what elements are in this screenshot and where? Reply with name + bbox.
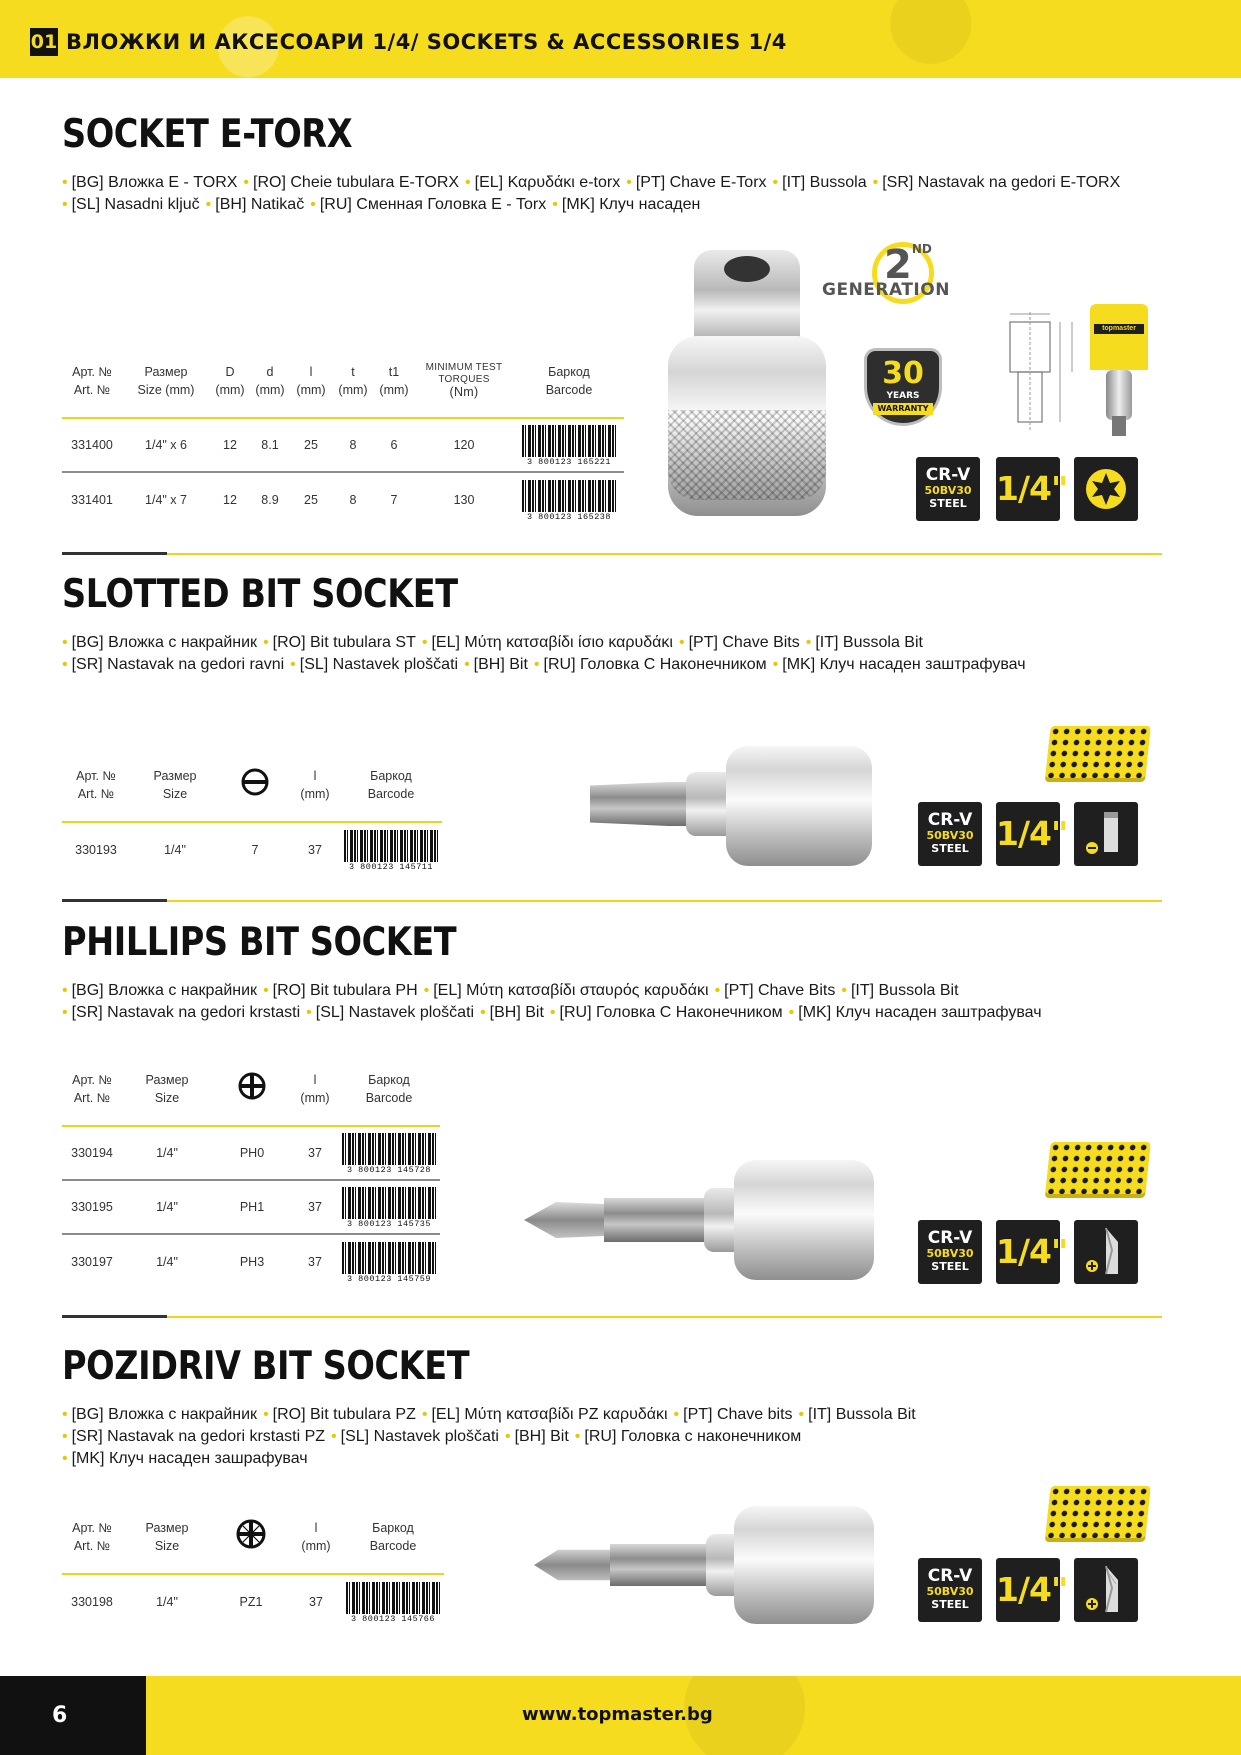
steel-text: STEEL	[931, 1598, 969, 1611]
lang-name: [IT] Bussola Bit	[815, 634, 923, 651]
langs-line	[62, 1448, 1162, 1470]
crv-text: CR-V	[925, 465, 971, 485]
crv-badge	[918, 1558, 982, 1622]
pozidriv-bit-icon	[1074, 1558, 1138, 1622]
table-cell: 6	[374, 418, 414, 472]
col-art: Арт. № Art. №	[62, 748, 130, 822]
crv-badge	[916, 457, 980, 521]
barcode-number: 3 800123 145759	[342, 1274, 436, 1284]
generation-label: GENERATION	[822, 280, 950, 300]
section-langs-phillips	[62, 980, 1162, 1024]
bullet-dot: •	[331, 1428, 337, 1445]
table-cell: 37	[308, 842, 322, 857]
lang-name: [IT] Bussola Bit	[808, 1406, 916, 1423]
spec-table-etorx	[62, 344, 624, 526]
barcode-number: 3 800123 165238	[522, 512, 616, 522]
section-langs-slotted	[62, 632, 1162, 676]
lang-name: [SL] Nastavek ploščati	[315, 1004, 475, 1021]
table-cell: 37	[309, 1594, 323, 1609]
drive-size-badge	[996, 1558, 1068, 1622]
drive-size-text: 1/4"	[996, 814, 1068, 853]
table-cell: PH0	[212, 1126, 292, 1180]
lang-name: [EL] Μύτη κατσαβίδι ίσιο καρυδάκι	[431, 634, 673, 651]
slotted-head-icon	[240, 767, 270, 797]
col-barcode: Баркод Barcode	[514, 344, 624, 418]
bullet-dot: •	[465, 174, 471, 191]
lang-name: [RO] Bit tubulara ST	[272, 634, 416, 651]
col-size: Размер Size	[122, 1052, 212, 1126]
bullet-dot: •	[421, 634, 428, 651]
bullet-dot: •	[549, 1004, 556, 1021]
col-d: d (mm)	[250, 344, 290, 418]
bullet-dot: •	[263, 634, 269, 651]
lang-name: [MK] Клуч насаден заштрафувач	[782, 656, 1026, 673]
col-barcode: Баркод Barcode	[340, 748, 442, 822]
lang-name: [BH] Bit	[489, 1004, 544, 1021]
lang-name: [PT] Chave Bits	[724, 982, 836, 999]
steel-grade-text: 50BV30	[924, 484, 972, 497]
table-row	[62, 1126, 440, 1180]
blister-pack	[1090, 304, 1148, 440]
pozidriv-head-icon	[235, 1518, 267, 1550]
generation-num: 2	[884, 242, 912, 288]
lang-name: [BG] Вложка с накрайник	[71, 634, 258, 651]
spec-table-slotted	[62, 748, 442, 876]
col-barcode: Баркод Barcode	[338, 1052, 440, 1126]
spec-table-phillips	[62, 1052, 440, 1288]
bullet-dot: •	[533, 656, 540, 673]
lang-name: [RO] Bit tubulara PH	[272, 982, 418, 999]
generation-sup: ND	[911, 242, 932, 256]
lang-name: [RO] Cheie tubulara E-TORX	[253, 174, 460, 191]
barcode	[522, 425, 616, 465]
table-cell: 330194	[62, 1126, 122, 1180]
pack-brand: topmaster	[1094, 324, 1144, 334]
table-cell: 8.1	[250, 418, 290, 472]
lang-name: [SR] Nastavak na gedori krstasti PZ	[71, 1428, 326, 1445]
col-head	[212, 1052, 292, 1126]
drive-size-text: 1/4"	[996, 1232, 1068, 1271]
col-l: l (mm)	[290, 748, 340, 822]
phillips-head-icon	[237, 1071, 267, 1101]
crv-badge	[918, 802, 982, 866]
bullet-dot: •	[423, 982, 430, 999]
langs-line	[62, 980, 1162, 1002]
col-t1: t1 (mm)	[374, 344, 414, 418]
table-cell: 7	[251, 842, 259, 857]
warranty-shield	[864, 348, 942, 426]
drive-size-text: 1/4"	[996, 469, 1068, 508]
table-cell: 330198	[71, 1594, 113, 1609]
bullet-dot: •	[243, 174, 250, 191]
col-l: l (mm)	[292, 1052, 338, 1126]
footer-website-link[interactable]: www.topmaster.bg	[522, 1704, 713, 1725]
drive-size-badge	[996, 1220, 1068, 1284]
barcode	[346, 1582, 440, 1622]
langs-line	[62, 172, 1162, 194]
lang-name: [BG] Вложка Е - TORX	[71, 174, 238, 191]
langs-line	[62, 632, 1162, 654]
lang-name: [BH] Bit	[473, 656, 528, 673]
table-cell: 25	[290, 418, 332, 472]
table-cell: 1/4"	[122, 1126, 212, 1180]
drive-size-badge	[996, 802, 1068, 866]
bullet-dot: •	[306, 1004, 312, 1021]
col-art: Арт. № Art. №	[62, 1500, 122, 1574]
spec-table-pozidriv	[62, 1500, 444, 1628]
barcode	[342, 1187, 436, 1227]
table-cell: 25	[304, 492, 318, 507]
steel-text: STEEL	[931, 1260, 969, 1273]
table-cell: 1/4" x 7	[145, 492, 187, 507]
lang-name: [PT] Chave Bits	[688, 634, 800, 651]
bullet-dot: •	[772, 656, 779, 673]
lang-name: [RU] Сменная Головка Е - Torx	[319, 196, 547, 213]
packaging-box	[1045, 1142, 1150, 1194]
table-cell: 130	[453, 492, 475, 507]
bullet-dot: •	[464, 656, 470, 673]
torx-star-icon	[1074, 457, 1138, 521]
table-cell	[342, 1574, 444, 1628]
table-cell: 37	[308, 1254, 322, 1269]
steel-grade-text: 50BV30	[926, 1585, 974, 1598]
col-head	[212, 1500, 290, 1574]
bullet-dot: •	[714, 982, 721, 999]
col-t: t (mm)	[332, 344, 374, 418]
bullet-dot: •	[841, 982, 847, 999]
col-size: Размер Size (mm)	[122, 344, 210, 418]
etorx-socket-image	[662, 240, 832, 530]
barcode	[522, 480, 616, 520]
bullet-dot: •	[62, 1406, 68, 1423]
page-number: 6	[0, 1676, 146, 1755]
bullet-dot: •	[772, 174, 779, 191]
bullet-dot: •	[574, 1428, 581, 1445]
table-row	[62, 472, 624, 526]
bullet-dot: •	[290, 656, 296, 673]
bullet-dot: •	[62, 174, 68, 191]
barcode	[344, 830, 438, 870]
table-cell: 330197	[71, 1254, 113, 1269]
table-row	[62, 418, 624, 472]
table-cell: 1/4" x 6	[122, 418, 210, 472]
table-cell: 120	[414, 418, 514, 472]
bullet-dot: •	[62, 1004, 68, 1021]
bullet-dot: •	[798, 1406, 805, 1423]
table-cell: 331400	[62, 418, 122, 472]
pozidriv-bit-socket-image	[534, 1506, 878, 1624]
col-size: Размер Size	[122, 1500, 212, 1574]
bullet-dot: •	[62, 1428, 68, 1445]
bullet-dot: •	[62, 1450, 68, 1467]
technical-drawing	[996, 302, 1082, 442]
lang-name: [BG] Вложка с накрайник	[71, 982, 258, 999]
drive-size-text: 1/4"	[996, 1570, 1068, 1609]
lang-name: [RU] Головка с наконечником	[584, 1428, 802, 1445]
crv-text: CR-V	[927, 1566, 973, 1586]
barcode	[342, 1242, 436, 1282]
crv-badge	[918, 1220, 982, 1284]
table-cell: PH3	[239, 1254, 265, 1269]
bullet-dot: •	[673, 1406, 680, 1423]
section-title-etorx: SOCKET E-TORX	[62, 112, 353, 157]
generation-logo	[820, 240, 990, 310]
chapter-title: ВЛОЖКИ И АКСЕСОАРИ 1/4/ SOCKETS & ACCESSORIES 1/4	[66, 30, 787, 54]
bullet-dot: •	[504, 1428, 511, 1445]
table-cell	[340, 822, 442, 876]
packaging-box	[1045, 726, 1150, 778]
lang-name: [BG] Вложка с накрайник	[71, 1406, 258, 1423]
section-divider	[62, 553, 1162, 555]
lang-name: [IT] Bussola	[782, 174, 867, 191]
bullet-dot: •	[626, 174, 632, 191]
table-row	[62, 1180, 440, 1234]
lang-name: [MK] Клуч насаден заштрафувач	[798, 1004, 1042, 1021]
table-cell: 1/4"	[122, 1180, 212, 1234]
drive-size-badge	[996, 457, 1068, 521]
lang-name: [SL] Nastavek ploščati	[299, 656, 459, 673]
langs-line	[62, 1404, 1162, 1426]
table-cell: 37	[292, 1126, 338, 1180]
table-cell: 330193	[75, 842, 117, 857]
phillips-bit-socket-image	[524, 1158, 876, 1282]
table-cell: 330195	[62, 1180, 122, 1234]
lang-name: [SL] Nasadni ključ	[71, 196, 200, 213]
phillips-bit-icon	[1074, 1220, 1138, 1284]
section-divider	[62, 900, 1162, 902]
lang-name: [SR] Nastavak na gedori ravni	[71, 656, 285, 673]
table-cell: 37	[292, 1180, 338, 1234]
table-cell: 1/4"	[156, 1594, 178, 1609]
bullet-dot: •	[62, 634, 68, 651]
section-title-pozidriv: POZIDRIV BIT SOCKET	[62, 1344, 470, 1389]
warranty-num: 30	[882, 356, 924, 391]
table-row	[62, 1574, 444, 1628]
barcode-number: 3 800123 145711	[344, 862, 438, 872]
lang-name: [SL] Nastavek ploščati	[340, 1428, 499, 1445]
bullet-dot: •	[678, 634, 685, 651]
langs-line	[62, 194, 1162, 216]
barcode-number: 3 800123 145728	[342, 1165, 436, 1175]
table-cell: PH1	[212, 1180, 292, 1234]
table-cell: PZ1	[239, 1594, 263, 1609]
section-title-phillips: PHILLIPS BIT SOCKET	[62, 920, 457, 965]
col-art: Арт. № Art. №	[62, 1052, 122, 1126]
col-torque: MINIMUM TEST TORQUES (Nm)	[414, 344, 514, 418]
table-cell: 12	[223, 492, 237, 507]
col-art	[62, 344, 122, 418]
table-row	[62, 822, 442, 876]
barcode-number: 3 800123 165221	[522, 457, 616, 467]
bullet-dot: •	[263, 1406, 269, 1423]
bullet-dot: •	[62, 196, 68, 213]
langs-line	[62, 1426, 1162, 1448]
table-cell	[514, 418, 624, 472]
lang-name: [EL] Καρυδάκι e-torx	[474, 174, 621, 191]
warranty-years: YEARS	[886, 391, 920, 401]
bullet-dot: •	[872, 174, 879, 191]
bullet-dot: •	[310, 196, 316, 213]
table-cell	[338, 1126, 440, 1180]
lang-name: [BH] Bit	[514, 1428, 569, 1445]
barcode-number: 3 800123 145735	[342, 1219, 436, 1229]
col-D: D (mm)	[210, 344, 250, 418]
lang-name: [PT] Chave E-Torx	[635, 174, 767, 191]
table-cell: 7	[390, 492, 398, 507]
lang-name: [BH] Natikač	[215, 196, 305, 213]
chapter-number: 01	[30, 28, 58, 56]
lang-name: [IT] Bussola Bit	[850, 982, 959, 999]
langs-line	[62, 1002, 1162, 1024]
lang-name: [RU] Головка С Наконечником	[543, 656, 767, 673]
lang-name: [RO] Bit tubulara PZ	[272, 1406, 416, 1423]
col-l: l (mm)	[290, 1500, 342, 1574]
steel-text: STEEL	[929, 497, 967, 510]
lang-name: [EL] Μύτη κατσαβίδι σταυρός καρυδάκι	[433, 982, 709, 999]
lang-name: [PT] Chave bits	[683, 1406, 793, 1423]
langs-line	[62, 654, 1162, 676]
table-cell: 331401	[71, 492, 113, 507]
table-row	[62, 1234, 440, 1288]
table-cell: 1/4"	[156, 1254, 178, 1269]
slotted-bit-icon	[1074, 802, 1138, 866]
bullet-dot: •	[62, 982, 68, 999]
barcode-number: 3 800123 145766	[346, 1614, 440, 1624]
section-divider	[62, 1316, 1162, 1318]
table-cell: 8	[349, 492, 357, 507]
col-head	[220, 748, 290, 822]
section-langs-etorx	[62, 172, 1162, 216]
slotted-bit-socket-image	[586, 740, 876, 870]
barcode	[342, 1133, 436, 1173]
packaging-box	[1045, 1486, 1150, 1538]
lang-name: [RU] Головка С Наконечником	[559, 1004, 783, 1021]
table-cell	[514, 472, 624, 526]
bullet-dot: •	[480, 1004, 486, 1021]
steel-text: STEEL	[931, 842, 969, 855]
lang-name: [SR] Nastavak na gedori E-TORX	[882, 174, 1121, 191]
table-cell: 12	[210, 418, 250, 472]
col-barcode: Баркод Barcode	[342, 1500, 444, 1574]
steel-grade-text: 50BV30	[926, 1247, 974, 1260]
lang-name: [MK] Клуч насаден	[561, 196, 701, 213]
lang-name: [SR] Nastavak na gedori krstasti	[71, 1004, 301, 1021]
bullet-dot: •	[263, 982, 269, 999]
bullet-dot: •	[205, 196, 212, 213]
col-art-label: Арт. № Art. №	[72, 364, 112, 397]
section-title-slotted: SLOTTED BIT SOCKET	[62, 572, 458, 617]
bullet-dot: •	[421, 1406, 428, 1423]
table-cell: 8.9	[261, 492, 279, 507]
steel-grade-text: 50BV30	[926, 829, 974, 842]
table-cell	[338, 1234, 440, 1288]
lang-name: [MK] Клуч насаден зашрафувач	[71, 1450, 308, 1467]
bullet-dot: •	[805, 634, 812, 651]
bullet-dot: •	[62, 656, 68, 673]
crv-text: CR-V	[927, 810, 973, 830]
crv-text: CR-V	[927, 1228, 973, 1248]
lang-name: [EL] Μύτη κατσαβίδι PZ καρυδάκι	[431, 1406, 668, 1423]
warranty-label: WARRANTY	[873, 403, 933, 415]
section-langs-pozidriv	[62, 1404, 1162, 1470]
col-size: Размер Size	[130, 748, 220, 822]
table-cell	[338, 1180, 440, 1234]
bullet-dot: •	[788, 1004, 795, 1021]
table-cell: 1/4"	[164, 842, 186, 857]
col-l: l (mm)	[290, 344, 332, 418]
bullet-dot: •	[552, 196, 558, 213]
table-cell: 8	[332, 418, 374, 472]
